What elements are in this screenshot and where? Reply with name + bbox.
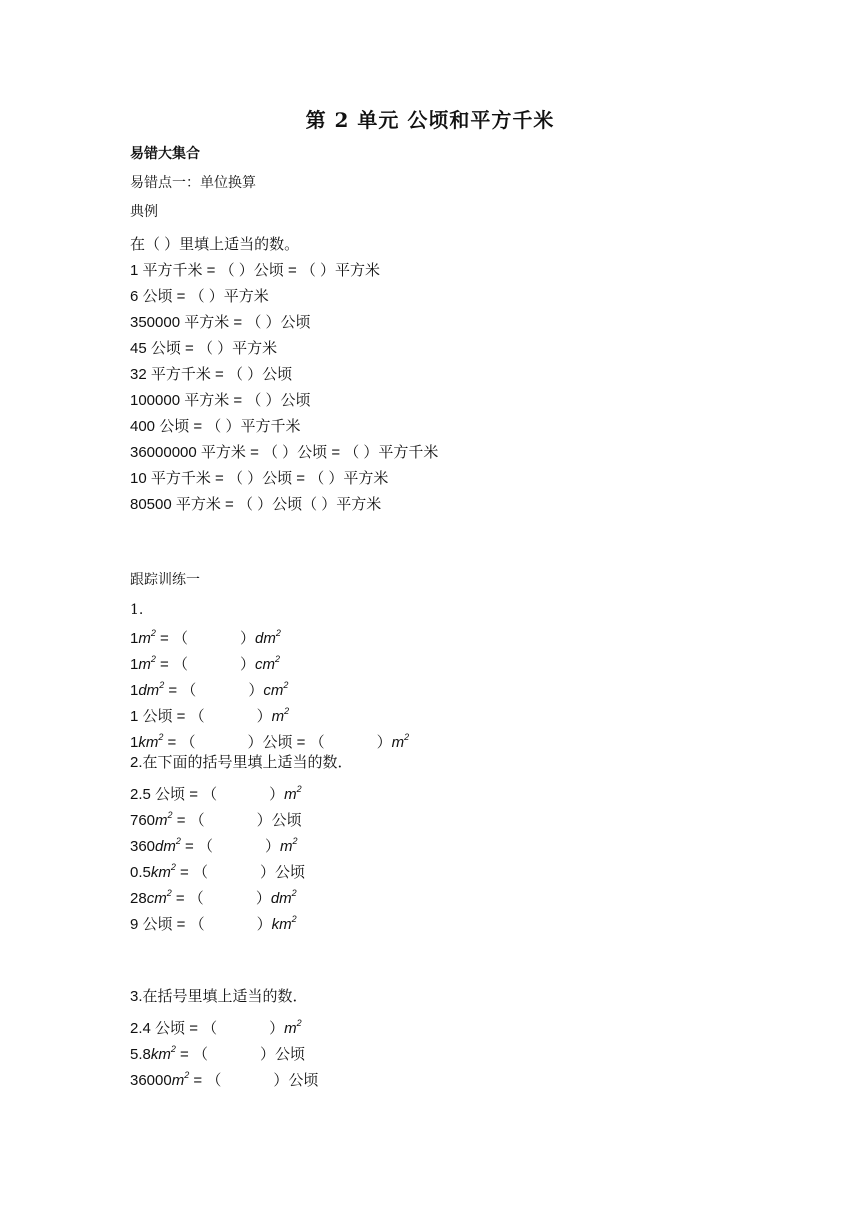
q3-line: $36000m^2$ = （ ）公顷 bbox=[130, 1070, 319, 1089]
q3-line: 2.4 公顷 = （ ）$m^2$ bbox=[130, 1018, 302, 1037]
example-line: 400 公顷 = （ ）平方千米 bbox=[130, 418, 301, 435]
example-line: 45 公顷 = （ ）平方米 bbox=[130, 340, 278, 357]
q2-line: $360dm^2$ = （ ）$m^2$ bbox=[130, 836, 298, 855]
error-point-label: 易错点一：单位换算 bbox=[130, 175, 256, 191]
q3-line: $5.8km^2$ = （ ）公顷 bbox=[130, 1044, 305, 1063]
example-line: 1 平方千米 = （ ）公顷 = （ ）平方米 bbox=[130, 262, 381, 279]
q2-line: 9 公顷 = （ ）$km^2$ bbox=[130, 914, 297, 933]
q2-line: $760m^2$ = （ ）公顷 bbox=[130, 810, 302, 829]
q1-line: $1m^2$ = （ ）$dm^2$ bbox=[130, 628, 281, 647]
example-line: 100000 平方米 = （ ）公顷 bbox=[130, 392, 311, 409]
example-instruction: 在（ ）里填上适当的数。 bbox=[130, 236, 300, 253]
q2-line: 2.5 公顷 = （ ）$m^2$ bbox=[130, 784, 302, 803]
q1-line: $1m^2$ = （ ）$cm^2$ bbox=[130, 654, 280, 673]
section-heading: 易错大集合 bbox=[130, 146, 200, 162]
example-line: 350000 平方米 = （ ）公顷 bbox=[130, 314, 311, 331]
q2-line: $0.5km^2$ = （ ）公顷 bbox=[130, 862, 305, 881]
page-title: 第 2 单元 公顷和平方千米 bbox=[305, 108, 555, 132]
example-label: 典例 bbox=[130, 204, 158, 220]
question-1-number: 1. bbox=[130, 602, 144, 618]
q1-line: $1dm^2$ = （ ）$cm^2$ bbox=[130, 680, 289, 699]
example-line: 10 平方千米 = （ ）公顷 = （ ）平方米 bbox=[130, 470, 389, 487]
q1-line: $1km^2$ = （ ）公顷 = （ ）$m^2$ bbox=[130, 732, 410, 751]
training-label: 跟踪训练一 bbox=[130, 572, 200, 588]
question-2-instruction: 2.在下面的括号里填上适当的数． bbox=[130, 754, 353, 771]
example-line: 80500 平方米 = （ ）公顷（ ）平方米 bbox=[130, 496, 382, 513]
q1-line: 1 公顷 = （ ）$m^2$ bbox=[130, 706, 290, 725]
example-line: 6 公顷 = （ ）平方米 bbox=[130, 288, 269, 305]
example-line: 36000000 平方米 = （ ）公顷 = （ ）平方千米 bbox=[130, 444, 439, 461]
question-3-instruction: 3.在括号里填上适当的数． bbox=[130, 988, 308, 1005]
q2-line: $28cm^2$ = （ ）$dm^2$ bbox=[130, 888, 297, 907]
example-line: 32 平方千米 = （ ）公顷 bbox=[130, 366, 293, 383]
